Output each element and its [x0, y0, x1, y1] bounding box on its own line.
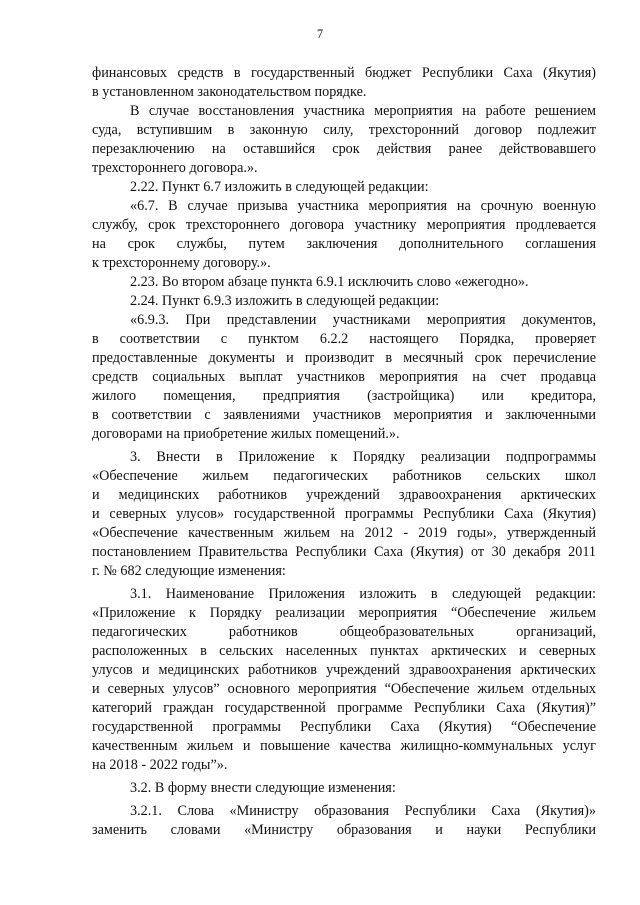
text-line: на 2018 - 2022 годы”».: [92, 757, 228, 773]
text-line: 2.22. Пункт 6.7 изложить в следующей редакции:: [130, 179, 429, 195]
text-line: 3.2.1. Слова «Министру образования Республики Саха (Якутия)»: [130, 803, 596, 819]
text-line: средств социальных выплат участников мероприятия на счет продавца: [92, 369, 596, 385]
text-line: и северных улусов” основного мероприятия “Обеспечение жильем отдельных: [92, 681, 596, 697]
text-line: улусов и медицинских работников учреждений здравоохранения арктических: [92, 662, 596, 678]
text-line: и северных улусов» государственной программы Республики Саха (Якутия): [92, 506, 596, 522]
text-line: В случае восстановления участника мероприятия на работе решением: [130, 103, 596, 119]
text-line: педагогических работников общеобразовательных организаций,: [92, 624, 596, 640]
text-line: в установленном законодательством порядке.: [92, 84, 367, 100]
text-line: 2.24. Пункт 6.9.3 изложить в следующей редакции:: [130, 293, 440, 309]
text-line: расположенных в сельских населенных пунктах арктических и северных: [92, 643, 596, 659]
text-line: «6.9.3. При представлении участниками мероприятия документов,: [130, 312, 596, 328]
text-line: «6.7. В случае призыва участника мероприятия на срочную военную: [130, 198, 596, 214]
text-line: службу, срок трехстороннего договора участнику мероприятия продлевается: [92, 217, 596, 233]
text-line: 3.2. В форму внести следующие изменения:: [130, 780, 396, 796]
text-line: суда, вступившим в законную силу, трехсторонний договор подлежит: [92, 122, 596, 138]
text-line: г. № 682 следующие изменения:: [92, 563, 286, 579]
text-line: жилого помещения, предприятия (застройщика) или кредитора,: [92, 388, 596, 404]
text-line: категорий граждан государственной программе Республики Саха (Якутия)”: [92, 700, 596, 716]
text-line: и медицинских работников учреждений здравоохранения арктических: [92, 487, 596, 503]
text-line: 2.23. Во втором абзаце пункта 6.9.1 исключить слово «ежегодно».: [130, 274, 529, 290]
text-line: предоставленные документы и производит в месячный срок перечисление: [92, 350, 596, 366]
text-line: «Приложение к Порядку реализации мероприятия “Обеспечение жильем: [92, 605, 596, 621]
text-line: заменить словами «Министру образования и науки Республики: [92, 822, 596, 838]
page-number: 7: [316, 27, 324, 41]
text-line: трехстороннего договора.».: [92, 160, 258, 176]
text-line: на срок службы, путем заключения дополнительного соглашения: [92, 236, 596, 252]
text-line: в соответствии с пунктом 6.2.2 настоящего Порядка, проверяет: [92, 331, 596, 347]
text-line: государственной программы Республики Саха (Якутия) “Обеспечение: [92, 719, 596, 735]
text-line: качественным жильем и повышение качества жилищно-коммунальных услуг: [92, 738, 596, 754]
text-line: перезаключению на оставшийся срок действия ранее действовавшего: [92, 141, 596, 157]
text-line: «Обеспечение жильем педагогических работников сельских школ: [92, 468, 596, 484]
text-line: 3. Внести в Приложение к Порядку реализации подпрограммы: [130, 449, 596, 465]
text-line: финансовых средств в государственный бюджет Республики Саха (Якутия): [92, 65, 596, 81]
text-line: в соответствии с заявлениями участников мероприятия и заключенными: [92, 407, 596, 423]
text-line: к трехстороннему договору.».: [92, 255, 271, 271]
text-line: 3.1. Наименование Приложения изложить в следующей редакции:: [130, 586, 596, 602]
text-line: «Обеспечение качественным жильем на 2012 - 2019 годы», утвержденный: [92, 525, 596, 541]
text-line: постановлением Правительства Республики Саха (Якутия) от 30 декабря 2011: [92, 544, 596, 560]
text-line: договорами на приобретение жилых помещений.».: [92, 426, 400, 442]
